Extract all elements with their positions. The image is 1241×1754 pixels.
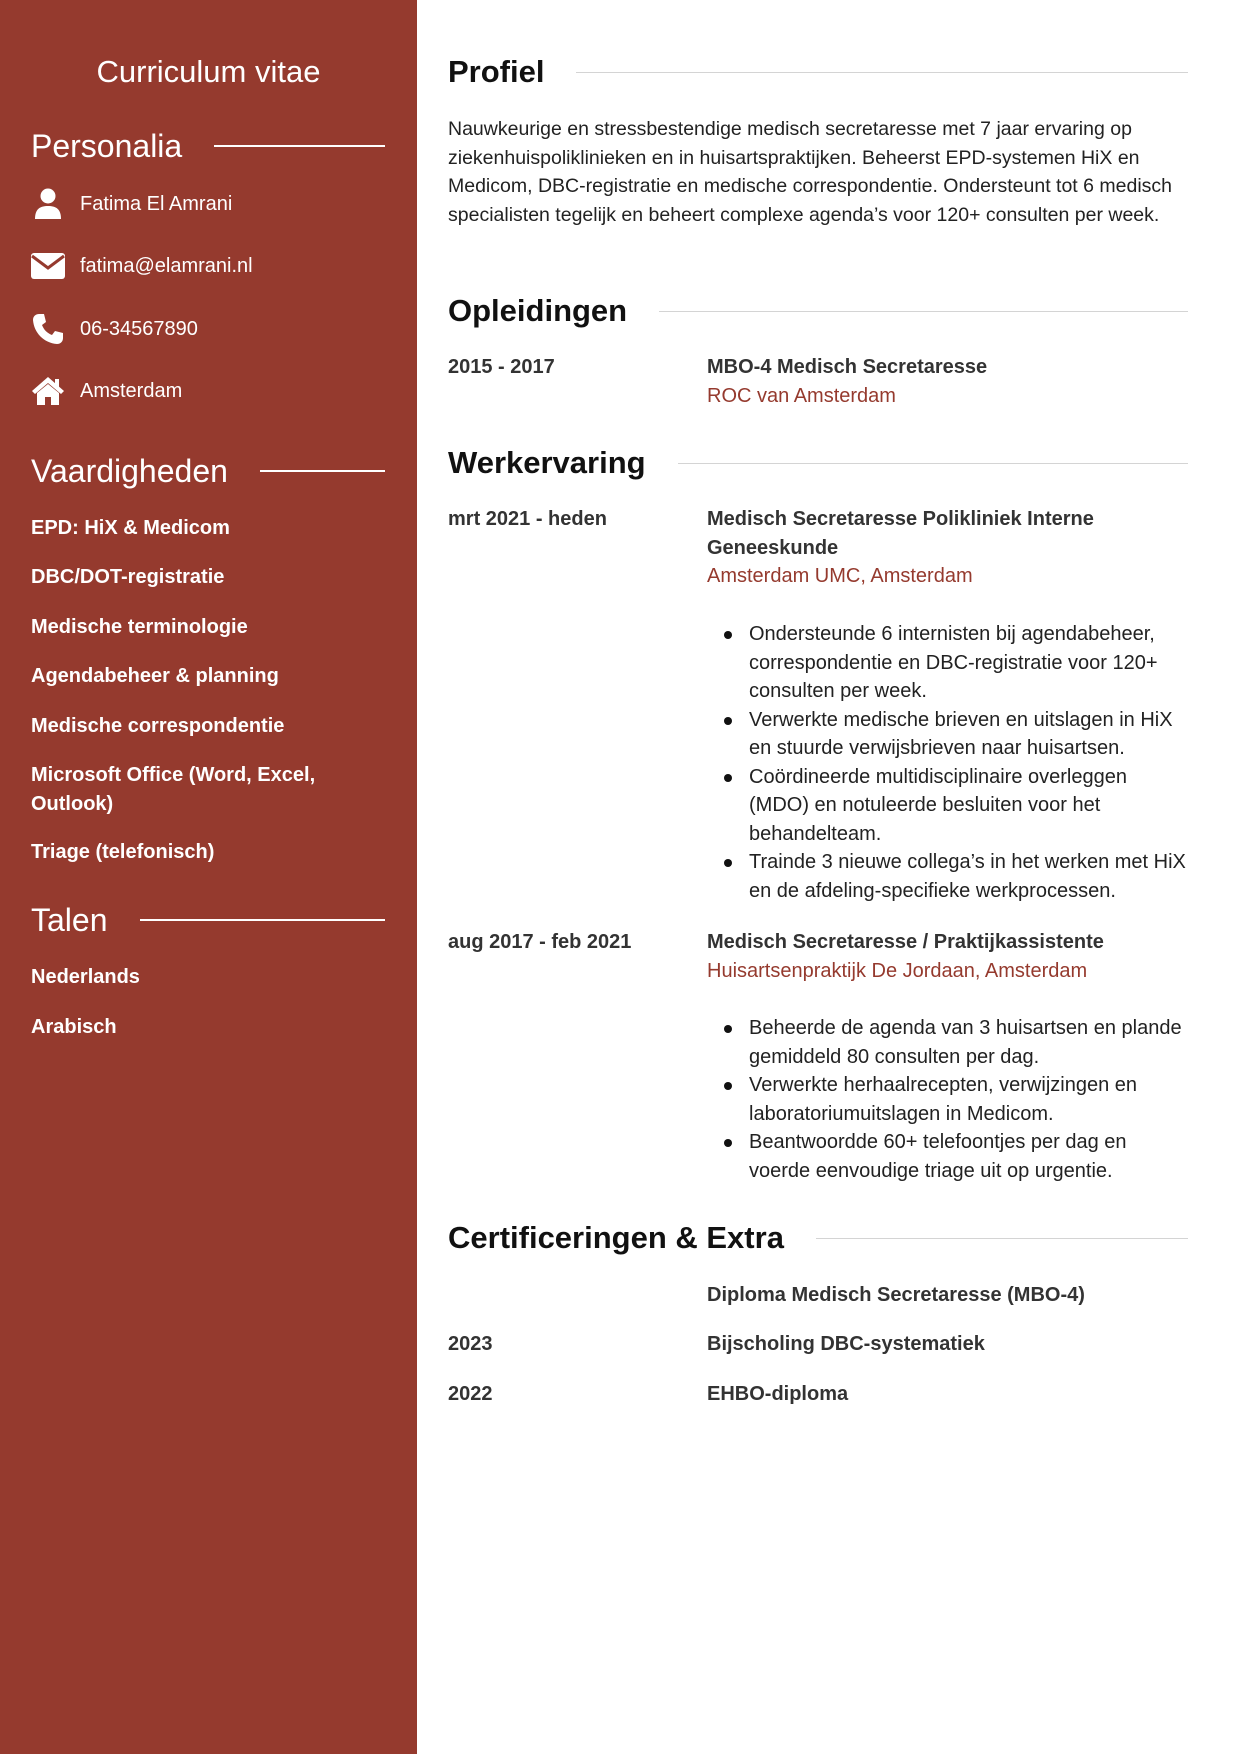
education-title: MBO-4 Medisch Secretaresse	[707, 356, 988, 378]
personalia-heading-label: Personalia	[31, 128, 183, 164]
education-date: 2015 - 2017	[448, 356, 555, 378]
contact-email	[31, 250, 253, 282]
job-bullets	[707, 1014, 1187, 1185]
contact-phone	[31, 313, 198, 345]
list-item: Beheerde de agenda van 3 huisartsen en plande gemiddeld 80 consulten per dag.	[707, 1014, 1187, 1071]
education-heading-label: Opleidingen	[448, 293, 628, 328]
list-item: Coördineerde multidisciplinaire overleggen (MDO) en notuleerde besluiten voor het behandelteam.	[707, 763, 1187, 849]
contact-email-text[interactable]: fatima@elamrani.nl	[80, 255, 253, 277]
main-content	[448, 0, 1188, 1754]
skills-heading-label: Vaardigheden	[31, 453, 228, 489]
list-item: Verwerkte herhaalrecepten, verwijzingen en laboratoriumuitslagen in Medicom.	[707, 1071, 1187, 1128]
list-item: Trainde 3 nieuwe collega’s in het werken met HiX en de afdeling-specifieke werkprocessen.	[707, 848, 1187, 905]
profile-heading	[448, 52, 1188, 92]
certifications-heading	[448, 1218, 1188, 1258]
skill-item: Triage (telefonisch)	[31, 841, 215, 863]
contact-location	[31, 375, 182, 407]
divider	[816, 1238, 1188, 1239]
languages-heading-label: Talen	[31, 902, 108, 938]
skill-item: DBC/DOT-registratie	[31, 566, 225, 588]
contact-location-text: Amsterdam	[80, 380, 183, 402]
experience-heading-label: Werkervaring	[448, 445, 646, 480]
divider	[214, 145, 385, 147]
skill-item: Medische terminologie	[31, 616, 248, 638]
envelope-icon	[31, 250, 65, 282]
home-icon	[31, 375, 65, 407]
education-school: ROC van Amsterdam	[707, 385, 896, 407]
skill-item: Medische correspondentie	[31, 715, 285, 737]
list-item: Verwerkte medische brieven en uitslagen in HiX en stuurde verwijsbrieven naar huisartsen.	[707, 706, 1187, 763]
divider	[260, 470, 385, 472]
phone-icon	[31, 313, 65, 345]
contact-phone-text[interactable]: 06-34567890	[80, 318, 198, 340]
user-icon	[31, 188, 65, 220]
job-employer: Huisartsenpraktijk De Jordaan, Amsterdam	[707, 960, 1088, 982]
divider	[678, 463, 1188, 464]
divider	[576, 72, 1188, 73]
languages-heading	[31, 900, 385, 940]
certification-date: 2023	[448, 1333, 493, 1355]
divider	[140, 919, 386, 921]
sidebar	[0, 0, 417, 1754]
cv-title: Curriculum vitae	[96, 54, 321, 89]
language-item: Arabisch	[31, 1016, 117, 1038]
skill-item: Microsoft Office (Word, Excel, Outlook)	[31, 764, 316, 815]
divider	[659, 311, 1188, 312]
contact-name-text: Fatima El Amrani	[80, 193, 233, 215]
experience-heading	[448, 443, 1188, 483]
profile-heading-label: Profiel	[448, 54, 545, 89]
certification-title: EHBO-diploma	[707, 1383, 849, 1405]
skill-item: Agendabeheer & planning	[31, 665, 279, 687]
list-item: Beantwoordde 60+ telefoontjes per dag en voerde eenvoudige triage uit op urgentie.	[707, 1128, 1187, 1185]
education-heading	[448, 291, 1188, 331]
job-date: mrt 2021 - heden	[448, 508, 607, 530]
skills-heading	[31, 451, 385, 491]
certifications-heading-label: Certificeringen & Extra	[448, 1220, 784, 1255]
job-date: aug 2017 - feb 2021	[448, 931, 632, 953]
certification-date: 2022	[448, 1383, 493, 1405]
job-employer: Amsterdam UMC, Amsterdam	[707, 565, 973, 587]
job-title: Medisch Secretaresse / Praktijkassistente	[707, 931, 1104, 953]
skill-item: EPD: HiX & Medicom	[31, 517, 230, 539]
language-item: Nederlands	[31, 966, 140, 988]
certification-title: Diploma Medisch Secretaresse (MBO-4)	[707, 1284, 1085, 1306]
job-title: Medisch Secretaresse Polikliniek Interne Geneeskunde	[707, 508, 1094, 559]
personalia-heading	[31, 126, 385, 166]
profile-text: Nauwkeurige en stressbestendige medisch secretaresse met 7 jaar ervaring op ziekenhuispoliklinieken en in huisartspraktijken. Beheerst EPD-systemen HiX en Medicom, DBC-registratie en medische correspondentie. Ondersteunt tot 6 medisch specialisten tegelijk en beheert complexe agenda’s voor 120+ consulten per week.	[448, 118, 1173, 226]
job-bullets	[707, 620, 1187, 905]
contact-name	[31, 188, 232, 220]
list-item: Ondersteunde 6 internisten bij agendabeheer, correspondentie en DBC-registratie voor 120+ consulten per week.	[707, 620, 1187, 706]
certification-title: Bijscholing DBC-systematiek	[707, 1333, 985, 1355]
